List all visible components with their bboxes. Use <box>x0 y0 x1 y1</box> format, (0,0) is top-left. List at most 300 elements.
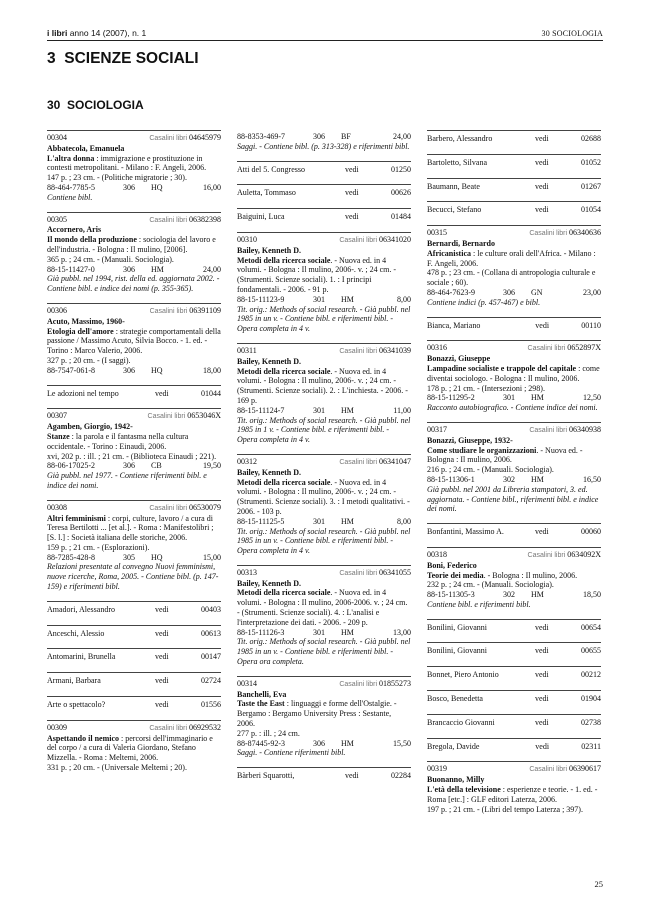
xref-number: 01556 <box>201 700 221 710</box>
entry-tag: HM <box>531 590 544 600</box>
entry-description: . - Nuova ed. in 4 volumi. - Bologna : Il mulino, 2006-. v. ; 24 cm. - (Strumenti. Scienze sociali). 1. : I principi fondamentali. - 2006. - 91 p. <box>237 255 397 294</box>
xref-name: Baiguini, Luca <box>237 212 285 222</box>
xref-name: Antomarini, Brunella <box>47 652 116 662</box>
xref-number: 00403 <box>201 604 221 614</box>
entry-physical: 232 p. ; 24 cm. - (Manuali. Sociologia). <box>427 580 554 590</box>
entry-continuation <box>237 130 411 152</box>
cross-reference <box>427 666 601 685</box>
cross-reference <box>237 184 411 203</box>
catalog-entry <box>427 225 601 307</box>
journal-name: i libri <box>47 28 68 38</box>
xref-number: 00613 <box>201 628 221 638</box>
entry-isbn: 88-15-11427-0 <box>47 264 95 274</box>
entry-physical: 197 p. ; 21 cm. - (Libri del tempo Laterza ; 397). <box>427 804 583 814</box>
cross-reference <box>427 690 601 709</box>
catalog-entry <box>47 212 221 294</box>
xref-vedi: vedi <box>535 181 549 191</box>
cross-reference <box>237 161 411 180</box>
entry-author: Acuto, Massimo, 1960- <box>47 316 125 326</box>
casalini-number: 06390617 <box>569 764 601 774</box>
xref-name: Baumann, Beate <box>427 181 480 191</box>
entry-number: 00311 <box>237 345 257 355</box>
xref-number: 01054 <box>581 205 601 215</box>
entry-price: 23,00 <box>583 287 601 297</box>
entry-isbn: 88-7547-061-8 <box>47 365 95 375</box>
entry-class: 302 <box>503 474 515 484</box>
entry-tag: BF <box>341 132 351 141</box>
catalog-entry <box>47 500 221 592</box>
casalini-ref <box>529 228 601 239</box>
entry-description: : sociologia del lavoro e dell'industria. - Bologna : Il mulino, [2006]. <box>47 235 216 254</box>
cross-reference <box>237 208 411 227</box>
xref-vedi: vedi <box>345 188 359 198</box>
entry-author: Banchelli, Eva <box>237 689 287 699</box>
entry-physical: 478 p. ; 23 cm. - (Collana di antropologia culturale e sociale ; 60). <box>427 268 596 288</box>
entry-body <box>427 249 601 269</box>
entry-number: 00307 <box>47 411 67 421</box>
entry-isbn: 88-15-11295-2 <box>427 393 475 403</box>
xref-vedi: vedi <box>535 646 549 656</box>
entry-body <box>427 571 601 581</box>
xref-name: Bonnet, Piero Antonio <box>427 670 499 680</box>
entry-id-line <box>47 503 221 514</box>
casalini-label: Casalini libri <box>527 345 566 353</box>
casalini-ref <box>528 550 601 561</box>
entry-price-line <box>237 628 411 638</box>
entry-author: Bailey, Kenneth D. <box>237 245 302 255</box>
xref-number: 01484 <box>391 212 411 222</box>
entry-price: 8,00 <box>397 294 411 304</box>
entry-description: : corpi, culture, lavoro / a cura di Teresa Bertilotti ... [et al.]. - Roma : Manifestolibri ; [S. l.] : Società italiana delle storiche, 2006. <box>47 513 214 543</box>
xref-number: 00060 <box>581 527 601 537</box>
entry-tag: HQ <box>151 365 163 375</box>
entry-body <box>237 478 411 517</box>
entry-tag: HM <box>151 264 164 274</box>
xref-vedi: vedi <box>535 622 549 632</box>
entry-body <box>237 367 411 406</box>
entry-number: 00304 <box>47 133 67 142</box>
entry-isbn: 88-87445-92-3 <box>237 738 285 748</box>
catalog-entry <box>237 454 411 556</box>
catalog-entry <box>47 130 221 203</box>
entry-price-line <box>47 553 221 563</box>
catalog-entry <box>237 565 411 667</box>
entry-number: 00314 <box>237 678 257 688</box>
cross-reference <box>427 130 601 149</box>
entry-price-line <box>237 295 411 305</box>
entry-class: 301 <box>313 294 325 304</box>
xref-name: Becucci, Stefano <box>427 205 482 215</box>
cross-reference <box>427 201 601 220</box>
entry-isbn: 88-15-11123-9 <box>237 294 285 304</box>
entry-tag: HM <box>341 627 354 637</box>
entry-price: 15,00 <box>203 552 221 562</box>
entry-isbn: 88-464-7785-5 <box>47 182 95 192</box>
entry-id-line <box>427 425 601 436</box>
entry-body <box>237 699 411 728</box>
entry-note: Contiene indici (p. 457-467) e bibl. <box>427 297 541 307</box>
entry-note: Relazioni presentate al convegno Nuovi femminismi, nuove ricerche, Roma, 2005. - Contiene bibl. (p. 147-159) e riferimenti bibl. <box>47 562 219 592</box>
entry-title: Africanistica <box>427 248 471 258</box>
entry-price: 24,00 <box>203 264 221 274</box>
casalini-label: Casalini libri <box>339 569 378 577</box>
entry-body <box>47 327 221 356</box>
xref-vedi: vedi <box>155 628 169 638</box>
xref-number: 01044 <box>201 388 221 398</box>
casalini-label: Casalini libri <box>147 413 186 421</box>
entry-physical: xvi, 202 p. : ill. ; 21 cm. - (Biblioteca Einaudi ; 221). <box>47 451 217 461</box>
xref-name: Bartoletto, Silvana <box>427 157 487 167</box>
catalog-entry <box>237 232 411 334</box>
entry-note: Già pubbl. nel 1977. - Contiene riferimenti bibl. e indice dei nomi. <box>47 471 207 490</box>
entry-price: 12,50 <box>583 393 601 403</box>
casalini-number: 04645979 <box>189 133 221 142</box>
entry-number: 00317 <box>427 424 447 434</box>
entry-isbn: 88-7285-428-8 <box>47 552 95 562</box>
entry-title: Metodi della ricerca sociale <box>237 477 331 487</box>
entry-isbn: 88-06-17025-2 <box>47 461 95 471</box>
entry-note: Saggi. - Contiene bibl. (p. 313-328) e riferimenti bibl. <box>237 141 410 151</box>
entry-author: Bailey, Kenneth D. <box>237 356 302 366</box>
entry-title: Aspettando il nemico <box>47 733 119 743</box>
entry-note: Già pubbl. nel 2001 da Libreria stampatori, 3. ed. aggiornata. - Contiene bibl., riferimenti bibl. e indice dei nomi. <box>427 484 599 514</box>
xref-vedi: vedi <box>345 771 359 781</box>
casalini-number: 01855273 <box>379 678 411 688</box>
xref-vedi: vedi <box>155 652 169 662</box>
entry-class: 306 <box>313 132 325 141</box>
entry-body <box>427 364 601 384</box>
entry-number: 00312 <box>237 456 257 466</box>
entry-tag: HM <box>341 516 354 526</box>
catalog-entry <box>427 761 601 814</box>
running-header-right: 30 SOCIOLOGIA <box>541 29 603 38</box>
entry-isbn: 88-8353-469-7 <box>237 132 285 141</box>
entry-description: : immigrazione e prostituzione in contesti metropolitani. - Milano : F. Angeli, 2006. <box>47 153 207 173</box>
entry-title: Il mondo della produzione <box>47 235 137 245</box>
entry-title: Come studiare le organizzazioni <box>427 445 537 455</box>
xref-number: 01904 <box>581 694 601 704</box>
casalini-ref <box>339 568 411 579</box>
cross-reference <box>47 648 221 667</box>
xref-number: 02724 <box>201 676 221 686</box>
xref-name: Bosco, Benedetta <box>427 694 483 704</box>
entry-description: : strategie comportamentali della passione / Massimo Acuto, Silvia Bocco. - 1. ed. - Torino : Marco Valerio, 2006. <box>47 326 221 356</box>
casalini-label: Casalini libri <box>527 551 566 559</box>
entry-tag: HQ <box>151 182 163 192</box>
cross-reference <box>237 767 411 786</box>
entry-note: Tit. orig.: Methods of social research. - Già pubbl. nel 1985 in 1 v. - Contiene bibl. e riferimenti bibl. - Opera completa in 4 v. <box>237 415 411 445</box>
entry-class: 302 <box>503 590 515 600</box>
xref-vedi: vedi <box>535 670 549 680</box>
entry-title: L'età della televisione <box>427 785 501 795</box>
casalini-ref <box>150 306 221 317</box>
entry-physical: 277 p. : ill. ; 24 cm. <box>237 728 300 738</box>
xref-number: 02688 <box>581 134 601 143</box>
cross-reference <box>47 696 221 715</box>
xref-name: Bonilini, Giovanni <box>427 622 487 632</box>
entry-number: 00310 <box>237 234 257 244</box>
entry-author: Boni, Federico <box>427 560 477 570</box>
casalini-number: 06341039 <box>379 345 411 355</box>
entry-tag: HM <box>531 393 544 403</box>
cross-reference <box>47 601 221 620</box>
entry-author: Accornero, Aris <box>47 225 102 235</box>
entry-body <box>427 785 601 805</box>
casalini-label: Casalini libri <box>149 504 188 512</box>
entry-number: 00309 <box>47 722 67 732</box>
xref-vedi: vedi <box>535 320 550 330</box>
entry-price: 13,00 <box>393 627 411 637</box>
entry-number: 00318 <box>427 549 447 559</box>
entry-title: Teorie dei media <box>427 570 484 580</box>
entry-price: 16,00 <box>203 182 221 192</box>
entry-author: Bailey, Kenneth D. <box>237 467 302 477</box>
entry-price-line <box>237 517 411 527</box>
casalini-ref <box>339 457 411 468</box>
xref-vedi: vedi <box>345 164 359 174</box>
entry-number: 00308 <box>47 502 67 512</box>
casalini-label: Casalini libri <box>339 680 378 688</box>
entry-number: 00315 <box>427 228 447 238</box>
entry-description: . - Bologna : Il mulino, 2006. <box>483 570 578 580</box>
entry-price: 15,50 <box>393 738 411 748</box>
xref-vedi: vedi <box>155 388 169 398</box>
xref-number: 02284 <box>391 771 411 781</box>
entry-physical: 147 p. ; 23 cm. - (Politiche migratorie ; 30). <box>47 173 187 183</box>
entry-class: 306 <box>313 738 325 748</box>
entry-author: Bailey, Kenneth D. <box>237 578 302 588</box>
entry-price-line <box>47 461 221 471</box>
xref-vedi: vedi <box>155 700 169 710</box>
entry-description: . - Nuova ed. in 4 volumi. - Bologna : Il mulino, 2006-. v. ; 24 cm. - (Strumenti. Scienze sociali). 2. : L'inchiesta. - 2006. - 169 p. <box>237 366 408 405</box>
entry-id-line <box>427 764 601 775</box>
casalini-ref <box>148 411 221 422</box>
casalini-number: 06530079 <box>189 502 221 512</box>
entry-number: 00316 <box>427 343 447 353</box>
entry-description: : come diventai sociologo. - Bologna : Il mulino, 2006. <box>427 363 600 383</box>
casalini-ref <box>339 235 411 246</box>
entry-id-line <box>47 133 221 144</box>
casalini-ref <box>529 425 601 436</box>
casalini-ref <box>339 679 411 690</box>
xref-name: Bonilini, Giovanni <box>427 646 487 656</box>
catalog-entry <box>237 343 411 445</box>
cross-reference <box>427 642 601 661</box>
entry-description: . - Nuova ed. in 4 volumi. - Bologna : Il mulino, 2006-. v. ; 24 cm. - (Strumenti. Scienze sociali). 3. : I metodi qualitativi. - 2006. - 103 p. <box>237 477 410 516</box>
entry-id-line <box>237 235 411 246</box>
casalini-label: Casalini libri <box>149 307 188 315</box>
cross-reference <box>47 625 221 644</box>
entry-title: Altri femminismi <box>47 513 106 523</box>
casalini-ref <box>149 215 221 226</box>
entry-price-line <box>237 406 411 416</box>
xref-name: Amadori, Alessandro <box>47 604 115 614</box>
entry-note: Racconto autobiografico. - Contiene indice dei nomi. <box>427 403 598 413</box>
entry-author: Abbatecola, Emanuela <box>47 143 125 153</box>
casalini-label: Casalini libri <box>149 135 188 142</box>
xref-name: Bàrberi Squarotti, <box>237 771 295 781</box>
entry-price-line <box>237 132 411 142</box>
casalini-number: 0634092X <box>567 549 601 559</box>
column-2 <box>237 130 411 791</box>
entry-physical: 159 p. ; 21 cm. - (Esplorazioni). <box>47 542 150 552</box>
casalini-label: Casalini libri <box>529 766 568 774</box>
entry-class: 301 <box>503 393 515 403</box>
xref-vedi: vedi <box>155 604 169 614</box>
xref-number: 01250 <box>391 164 411 174</box>
catalog-entry <box>427 547 601 610</box>
entry-description: . - Nuova ed. in 4 volumi. - Bologna : Il mulino, 2006-2006. v. ; 24 cm. - (Strumenti. Scienze sociali). 4. : L'analisi e l'interpretazione dei dati. - 2006. - 209 p. <box>237 588 408 627</box>
entry-id-line <box>237 679 411 690</box>
entry-id-line <box>47 411 221 422</box>
casalini-number: 06929532 <box>189 722 221 732</box>
xref-number: 02738 <box>581 717 601 727</box>
xref-number: 01052 <box>581 157 601 167</box>
xref-vedi: vedi <box>155 676 169 686</box>
casalini-ref <box>149 133 221 144</box>
entry-title: Metodi della ricerca sociale <box>237 588 331 598</box>
entry-price-line <box>427 288 601 298</box>
entry-number: 00305 <box>47 214 67 224</box>
xref-number: 00626 <box>391 188 411 198</box>
entry-note: Tit. orig.: Methods of social research. - Già pubbl. nel 1985 in un v. - Contiene bibl. e riferimenti bibl. - Opera completa in 4 v. <box>237 304 411 334</box>
entry-isbn: 88-15-11126-3 <box>237 627 285 637</box>
xref-name: Bregola, Davide <box>427 741 480 751</box>
entry-price: 8,00 <box>397 516 411 526</box>
header-rule <box>47 40 603 41</box>
entry-isbn: 88-15-11124-7 <box>237 405 285 415</box>
casalini-ref <box>149 723 221 734</box>
xref-name: Barbero, Alessandro <box>427 134 493 143</box>
cross-reference <box>427 523 601 542</box>
casalini-label: Casalini libri <box>339 236 378 244</box>
entry-tag: HQ <box>151 552 163 562</box>
xref-name: Bonfantini, Massimo A. <box>427 527 504 537</box>
xref-name: Atti del 5. Congresso <box>237 164 305 174</box>
entry-body <box>47 154 221 174</box>
entry-class: 306 <box>123 182 135 192</box>
cross-reference <box>427 178 601 197</box>
entry-note: Tit. orig.: Methods of social research. - Già pubbl. nel 1985 in un v. - Contiene bibl. e riferimenti bibl. - Opera ora completa. <box>237 637 411 667</box>
entry-physical: 178 p. ; 21 cm. - (Intersezioni ; 298). <box>427 383 545 393</box>
entry-body <box>427 446 601 466</box>
entry-id-line <box>427 343 601 354</box>
entry-class: 306 <box>503 287 515 297</box>
casalini-label: Casalini libri <box>339 458 378 466</box>
cross-reference <box>427 738 601 757</box>
xref-vedi: vedi <box>345 212 359 222</box>
entry-number: 00306 <box>47 305 67 315</box>
xref-name: Bianca, Mariano <box>427 320 481 330</box>
running-header-left <box>47 28 146 38</box>
entry-id-line <box>427 228 601 239</box>
entry-description: : esperienze e teorie. - 1. ed. - Roma [etc.] : GLF editori Laterza, 2006. <box>427 785 598 804</box>
xref-name: Arte o spettacolo? <box>47 700 106 710</box>
entry-title: Etologia dell'amore <box>47 326 114 336</box>
entry-author: Buonanno, Milly <box>427 775 485 785</box>
entry-physical: 327 p. ; 20 cm. - (I saggi). <box>47 355 131 365</box>
entry-isbn: 88-15-11306-1 <box>427 474 475 484</box>
entry-price-line <box>47 183 221 193</box>
cross-reference <box>427 317 601 336</box>
catalog-entry <box>237 676 411 758</box>
casalini-ref <box>339 346 411 357</box>
entry-class: 301 <box>313 405 325 415</box>
xref-number: 00147 <box>201 652 221 662</box>
casalini-label: Casalini libri <box>149 724 188 732</box>
entry-id-line <box>47 306 221 317</box>
entry-note: Già pubbl. nel 1994, rist. della ed. aggiornata 2002. - Contiene bibl. e indice dei nomi (p. 355-365). <box>47 274 220 294</box>
xref-name: Auletta, Tommaso <box>237 188 296 198</box>
cross-reference <box>427 714 601 733</box>
casalini-ref <box>528 343 601 354</box>
entry-body <box>237 256 411 295</box>
column-1 <box>47 130 221 782</box>
entry-id-line <box>237 568 411 579</box>
column-3 <box>427 130 601 823</box>
xref-vedi: vedi <box>535 741 550 751</box>
entry-tag: HM <box>341 738 354 748</box>
entry-class: 301 <box>313 516 325 526</box>
entry-physical: 216 p. ; 24 cm. - (Manuali. Sociologia). <box>427 465 554 475</box>
entry-price: 18,50 <box>583 590 601 600</box>
entry-description: : le culture orali dell'Africa. - Milano : F. Angeli, 2006. <box>427 248 596 268</box>
xref-vedi: vedi <box>535 694 549 704</box>
entry-id-line <box>47 215 221 226</box>
entry-tag: GN <box>531 287 543 297</box>
entry-title: Metodi della ricerca sociale <box>237 255 331 265</box>
casalini-number: 06341055 <box>379 567 411 577</box>
xref-vedi: vedi <box>535 205 549 215</box>
xref-vedi: vedi <box>535 157 549 167</box>
xref-vedi: vedi <box>535 134 549 143</box>
entry-author: Bonazzi, Giuseppe <box>427 354 491 364</box>
entry-title: Stanze <box>47 431 70 441</box>
entry-id-line <box>237 346 411 357</box>
entry-class: 306 <box>123 264 135 274</box>
entry-body <box>237 588 411 627</box>
entry-number: 00313 <box>237 567 257 577</box>
casalini-ref <box>529 764 601 775</box>
entry-tag: HM <box>341 294 354 304</box>
entry-price: 18,00 <box>203 365 221 375</box>
entry-isbn: 88-15-11305-3 <box>427 590 475 600</box>
entry-price-line <box>237 739 411 749</box>
entry-physical: 365 p. ; 24 cm. - (Manuali. Sociologia). <box>47 254 174 264</box>
xref-vedi: vedi <box>535 717 549 727</box>
entry-title: Metodi della ricerca sociale <box>237 366 331 376</box>
catalog-entry <box>47 303 221 376</box>
entry-body <box>47 235 221 255</box>
entry-tag: HM <box>531 474 544 484</box>
xref-number: 00110 <box>581 320 601 330</box>
casalini-number: 06340938 <box>569 424 601 434</box>
casalini-label: Casalini libri <box>529 426 568 434</box>
entry-id-line <box>237 457 411 468</box>
entry-tag: CB <box>151 461 162 471</box>
entry-description: : linguaggi e forme dell'Ostalgie. - Bergamo : Bergamo University Press : Sestante, 2006. <box>237 699 397 729</box>
catalog-entry <box>427 422 601 514</box>
entry-note: Contiene bibl. e riferimenti bibl. <box>427 599 531 609</box>
entry-body <box>47 432 221 452</box>
catalog-entry <box>47 408 221 490</box>
entry-isbn: 88-464-7623-9 <box>427 287 475 297</box>
entry-price: 24,00 <box>393 132 411 141</box>
entry-title: L'altra donna <box>47 153 95 163</box>
entry-id-line <box>427 550 601 561</box>
entry-price-line <box>427 475 601 485</box>
casalini-label: Casalini libri <box>339 347 378 355</box>
